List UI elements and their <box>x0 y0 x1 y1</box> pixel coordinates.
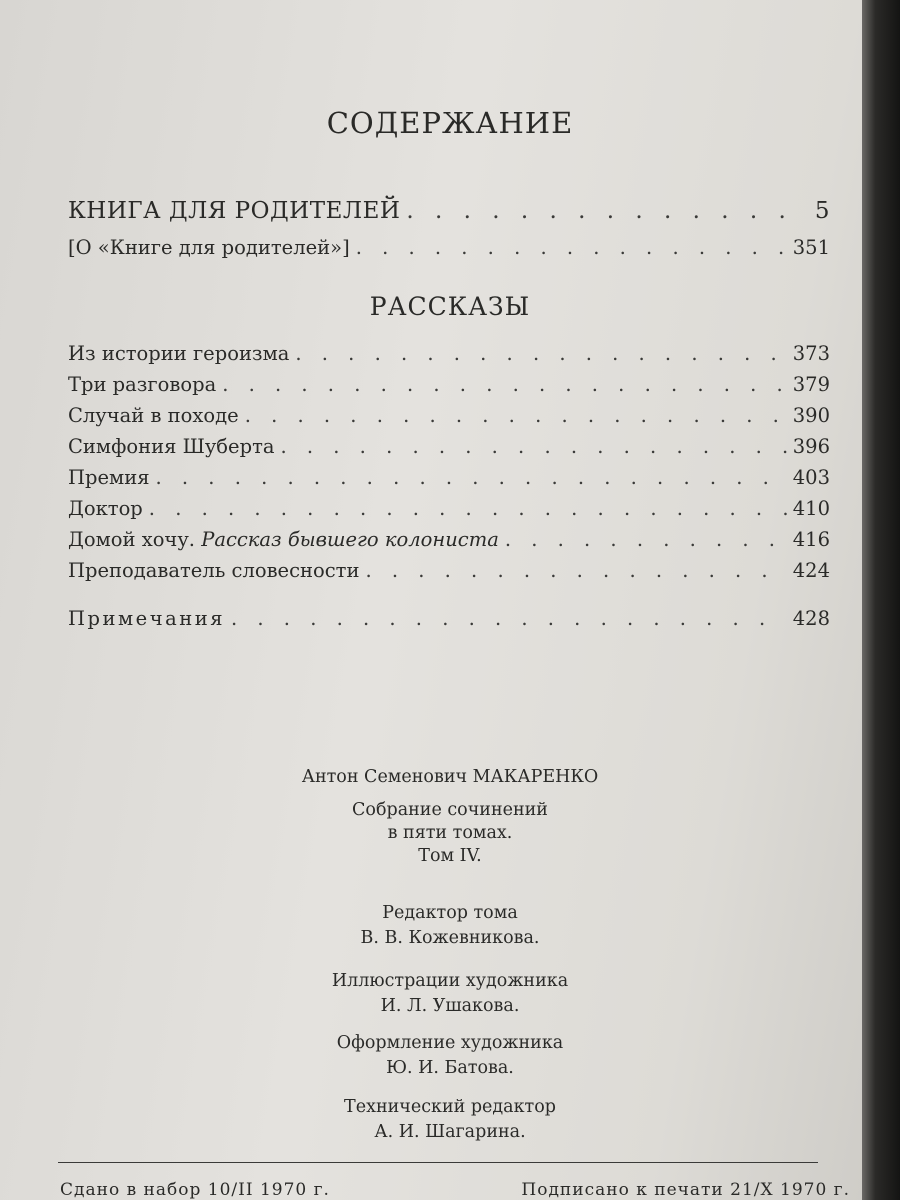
dot-leader <box>365 559 786 582</box>
toc-entry-page: 403 <box>792 466 830 489</box>
book-edge-shadow <box>862 0 900 1200</box>
editor-name: В. В. Кожевникова. <box>360 928 540 948</box>
toc-entry <box>68 497 830 520</box>
toc-entry-title: Домой хочу. <box>68 528 195 551</box>
toc-entry-page: 373 <box>792 342 830 365</box>
illustrator-name: И. Л. Ушакова. <box>380 996 520 1016</box>
toc-entry-page: 379 <box>792 373 830 396</box>
toc-entry <box>68 466 830 489</box>
toc-entry <box>68 404 830 427</box>
toc-entry <box>68 435 830 458</box>
designer-role: Оформление художника <box>336 1033 564 1053</box>
dot-leader <box>295 342 786 365</box>
designer-name: Ю. И. Батова. <box>386 1058 514 1078</box>
toc-entry-page: 390 <box>792 404 830 427</box>
toc-entry-page: 424 <box>792 559 830 582</box>
toc-entry-label: Примечания <box>68 607 226 630</box>
toc-entry <box>68 342 830 365</box>
toc-entry-label: Преподаватель словесности <box>68 559 360 582</box>
toc-entry <box>68 198 830 224</box>
toc-entry-label: Случай в походе <box>68 404 239 427</box>
toc-entry <box>68 373 830 396</box>
colophon-author: Антон Семенович МАКАРЕНКО <box>301 767 599 787</box>
dot-leader <box>505 528 787 551</box>
toc-entry-page: 416 <box>792 528 830 551</box>
dot-leader <box>149 497 787 520</box>
dot-leader <box>406 198 808 224</box>
toc-entry-label: Из истории героизма <box>68 342 290 365</box>
toc-entry-label: КНИГА ДЛЯ РОДИТЕЛЕЙ <box>68 198 401 224</box>
contents-title: СОДЕРЖАНИЕ <box>326 106 574 140</box>
dot-leader <box>156 466 787 489</box>
toc-entry-label: Симфония Шуберта <box>68 435 275 458</box>
dot-leader <box>222 373 787 396</box>
toc-entry-page: 428 <box>792 607 830 630</box>
toc-entry-label: Доктор <box>68 497 143 520</box>
colophon-volume: Том IV. <box>418 846 482 866</box>
toc-entry <box>68 528 830 551</box>
toc-entry-page: 5 <box>814 198 830 224</box>
toc-entry-page: 351 <box>792 236 830 259</box>
toc-entry <box>68 559 830 582</box>
dot-leader <box>280 435 786 458</box>
footer-typeset-date: Сдано в набор 10/II 1970 г. <box>60 1180 330 1200</box>
illustrator-role: Иллюстрации художника <box>331 971 569 991</box>
dot-leader <box>245 404 787 427</box>
toc-entry-notes <box>68 607 830 630</box>
editor-role: Редактор тома <box>382 903 518 923</box>
footer-rule <box>58 1162 818 1163</box>
colophon-collection-line1: Собрание сочинений <box>352 800 548 820</box>
tech-editor-name: А. И. Шагарина. <box>374 1122 526 1142</box>
toc-entry-page: 396 <box>792 435 830 458</box>
toc-entry-label <box>68 528 499 551</box>
footer-print-date: Подписано к печати 21/X 1970 г. <box>521 1180 850 1200</box>
toc-entry-page: 410 <box>792 497 830 520</box>
print-footer <box>60 1180 850 1200</box>
toc-entry-label: Премия <box>68 466 150 489</box>
dot-leader <box>356 236 787 259</box>
section-title: РАССКАЗЫ <box>369 292 531 321</box>
toc-entry <box>68 236 830 259</box>
colophon-collection-line2: в пяти томах. <box>387 823 513 843</box>
dot-leader <box>231 607 787 630</box>
tech-editor-role: Технический редактор <box>344 1097 556 1117</box>
toc-entry-label: Три разговора <box>68 373 217 396</box>
toc-entry-subtitle: Рассказ бывшего колониста <box>201 528 499 551</box>
toc-entry-label: [О «Книге для родителей»] <box>68 236 350 259</box>
